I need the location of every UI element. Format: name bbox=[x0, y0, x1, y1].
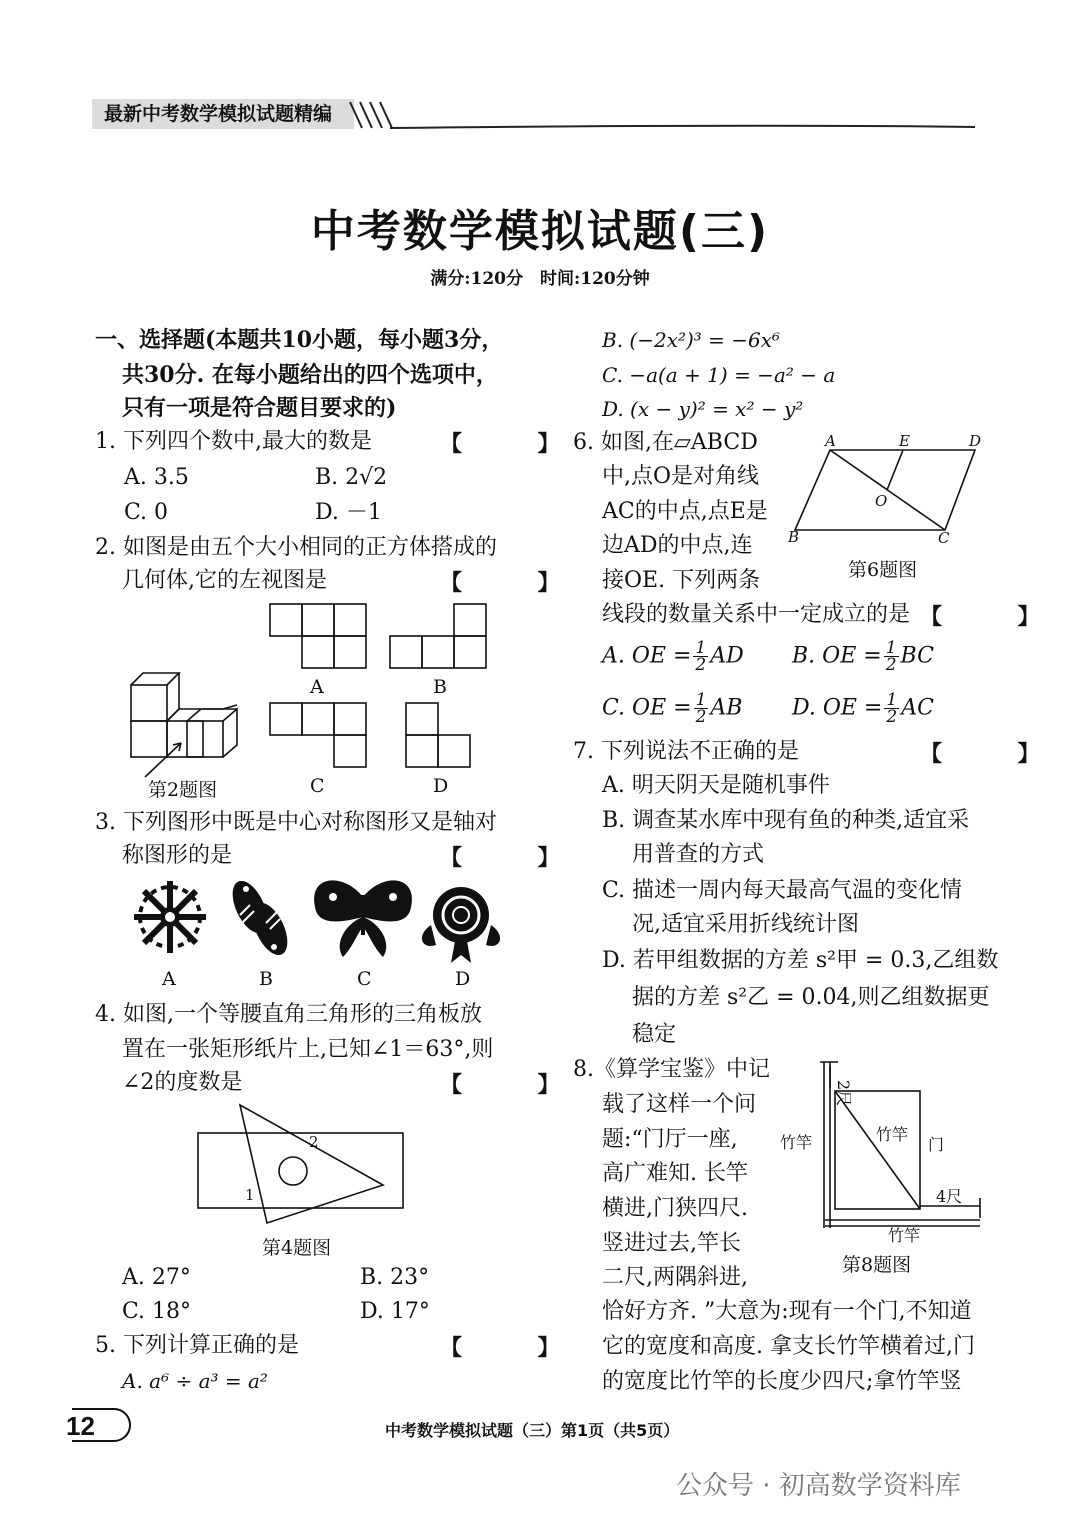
q8-line-6: 竖进过去,竿长 bbox=[602, 1231, 741, 1256]
page-number-badge bbox=[62, 1405, 134, 1445]
q1-option-b: B. 2√2 bbox=[315, 465, 388, 490]
q6-option-d: D. OE = $\frac{1}{2}$ AC bbox=[792, 690, 934, 727]
q8-label-diag-pole: 竹竿 bbox=[876, 1125, 909, 1144]
q8-door-figure bbox=[780, 1058, 990, 1245]
q5-option-b: B. (−2x²)³ = −6x⁶ bbox=[602, 328, 781, 352]
q4-answer-bracket[interactable]: 【 】 bbox=[440, 1072, 594, 1098]
q2-figure-caption: 第2题图 bbox=[148, 779, 218, 801]
q6-point-c: C bbox=[938, 529, 950, 547]
q8-line-10: 的宽度比竹竿的长度少四尺;拿竹竿竖 bbox=[602, 1369, 962, 1394]
q4-angle-1-label: 1 bbox=[245, 1186, 255, 1204]
series-tag: 最新中考数学模拟试题精编 bbox=[92, 99, 354, 129]
q1-answer-bracket[interactable]: 【 】 bbox=[440, 431, 594, 457]
section-heading-2: 共30分. 在每小题给出的四个选项中， bbox=[122, 362, 498, 388]
q4-stem-3: ∠2的度数是 bbox=[122, 1070, 243, 1095]
q6-line-2: 中,点O是对角线 bbox=[602, 464, 760, 489]
q6-line-5: 接OE. 下列两条 bbox=[602, 568, 761, 593]
footer-text: 中考数学模拟试题（三）第1页（共5页） bbox=[385, 1421, 680, 1440]
q6-line-1: 6. 如图,在▱ABCD bbox=[573, 430, 758, 455]
q8-line-2: 载了这样一个问 bbox=[602, 1092, 757, 1117]
q6-point-e: E bbox=[899, 432, 910, 450]
q8-line-4: 高广难知. 长竿 bbox=[602, 1161, 748, 1186]
page-number: 12 bbox=[66, 1411, 95, 1441]
q3-answer-bracket[interactable]: 【 】 bbox=[440, 845, 594, 871]
q2-label-d: D bbox=[433, 775, 449, 797]
q6-answer-bracket[interactable]: 【 】 bbox=[920, 604, 1074, 630]
q7-option-d-1: D. 若甲组数据的方差 s²甲 = 0.3,乙组数 bbox=[602, 948, 999, 973]
q4-triangle-figure bbox=[195, 1103, 410, 1228]
q3-label-a: A bbox=[162, 968, 176, 990]
q3-paper-cut-images bbox=[125, 875, 510, 965]
q8-label-left-pole: 竹竿 bbox=[780, 1133, 813, 1152]
q3-stem-1: 3. 下列图形中既是中心对称图形又是轴对 bbox=[95, 810, 497, 835]
q6-option-c: C. OE = $\frac{1}{2}$ AB bbox=[602, 690, 743, 727]
q2-answer-bracket[interactable]: 【 】 bbox=[440, 570, 594, 596]
q6-point-a: A bbox=[825, 432, 836, 450]
q8-line-9: 它的宽度和高度. 拿支长竹竿横着过,门 bbox=[602, 1334, 975, 1359]
q6-point-b: B bbox=[788, 528, 800, 546]
q7-answer-bracket[interactable]: 【 】 bbox=[920, 741, 1074, 767]
q4-stem-1: 4. 如图,一个等腰直角三角形的三角板放 bbox=[95, 1002, 482, 1027]
q1-option-c: C. 0 bbox=[124, 500, 169, 525]
q4-figure-caption: 第4题图 bbox=[262, 1237, 332, 1259]
q7-option-b-1: B. 调查某水库中现有鱼的种类,适宜采 bbox=[602, 808, 970, 833]
q3-label-d: D bbox=[455, 968, 471, 990]
q8-line-3: 题:“门厅一座, bbox=[602, 1127, 738, 1152]
q2-stem-2: 几何体,它的左视图是 bbox=[122, 568, 327, 593]
q4-angle-2-label: 2 bbox=[309, 1133, 319, 1151]
q6-line-3: AC的中点,点E是 bbox=[602, 499, 768, 524]
page-title: 中考数学模拟试题(三) bbox=[310, 206, 770, 257]
q4-option-c: C. 18° bbox=[122, 1299, 192, 1324]
q4-option-d: D. 17° bbox=[360, 1299, 430, 1324]
q1-option-d: D. －1 bbox=[315, 500, 382, 525]
q7-option-c-1: C. 描述一周内每天最高气温的变化情 bbox=[602, 878, 963, 903]
q2-cube-figure bbox=[125, 665, 255, 775]
q4-option-a: A. 27° bbox=[122, 1265, 191, 1290]
q5-answer-bracket[interactable]: 【 】 bbox=[440, 1335, 594, 1361]
section-heading-1: 一、选择题(本题共10小题，每小题3分， bbox=[95, 327, 504, 353]
q8-figure-caption: 第8题图 bbox=[842, 1254, 912, 1276]
q7-option-c-2: 况,适宜采用折线统计图 bbox=[632, 912, 859, 937]
q8-label-4chi: 4尺 bbox=[936, 1187, 963, 1206]
q3-label-c: C bbox=[357, 968, 372, 990]
q3-stem-2: 称图形的是 bbox=[122, 843, 233, 868]
q3-label-b: B bbox=[259, 968, 273, 990]
q7-option-a: A. 明天阴天是随机事件 bbox=[602, 773, 830, 798]
q6-line-4: 边AD的中点,连 bbox=[602, 533, 753, 558]
q6-option-a: A. OE = $\frac{1}{2}$ AD bbox=[602, 638, 744, 675]
q5-option-c: C. −a(a + 1) = −a² − a bbox=[602, 363, 836, 387]
q1-option-a: A. 3.5 bbox=[124, 465, 189, 490]
section-heading-3: 只有一项是符合题目要求的) bbox=[122, 395, 397, 421]
q2-label-a: A bbox=[310, 676, 324, 698]
q8-line-1: 8.《算学宝鉴》中记 bbox=[573, 1057, 770, 1082]
exam-info: 满分:120分 时间:120分钟 bbox=[430, 269, 650, 289]
q5-option-d: D. (x − y)² = x² − y² bbox=[602, 397, 804, 421]
q6-point-o: O bbox=[875, 492, 888, 510]
q8-label-bottom-pole: 竹竿 bbox=[888, 1226, 921, 1245]
q8-line-7: 二尺,两隅斜进, bbox=[602, 1265, 748, 1290]
watermark: 公众号 · 初高数学资料库 bbox=[676, 1471, 961, 1501]
q2-label-c: C bbox=[310, 775, 325, 797]
q2-option-views bbox=[265, 600, 505, 780]
q8-label-2chi: 2尺 bbox=[834, 1080, 853, 1107]
q6-figure-caption: 第6题图 bbox=[848, 559, 918, 581]
q6-parallelogram-figure bbox=[785, 430, 985, 550]
q8-line-5: 横进,门狭四尺. bbox=[602, 1196, 748, 1221]
q7-option-d-2: 据的方差 s²乙 = 0.04,则乙组数据更 bbox=[632, 985, 990, 1010]
q4-option-b: B. 23° bbox=[360, 1265, 430, 1290]
q6-line-6: 线段的数量关系中一定成立的是 bbox=[602, 602, 911, 627]
q8-label-door: 门 bbox=[928, 1135, 945, 1154]
q1-stem: 1. 下列四个数中,最大的数是 bbox=[95, 429, 372, 454]
q2-label-b: B bbox=[433, 676, 447, 698]
q6-point-d: D bbox=[969, 432, 982, 450]
header-rule bbox=[340, 100, 980, 140]
q7-option-b-2: 用普查的方式 bbox=[632, 842, 765, 867]
q8-line-8: 恰好方齐. ”大意为:现有一个门,不知道 bbox=[602, 1299, 972, 1324]
q7-stem: 7. 下列说法不正确的是 bbox=[573, 739, 799, 764]
q5-option-a: A. a⁶ ÷ a³ = a² bbox=[122, 1369, 268, 1393]
q2-stem-1: 2. 如图是由五个大小相同的正方体搭成的 bbox=[95, 535, 497, 560]
q7-option-d-3: 稳定 bbox=[632, 1022, 677, 1047]
q6-option-b: B. OE = $\frac{1}{2}$ BC bbox=[792, 638, 934, 675]
q5-stem: 5. 下列计算正确的是 bbox=[95, 1333, 299, 1358]
q4-stem-2: 置在一张矩形纸片上,已知∠1＝63°,则 bbox=[122, 1037, 494, 1062]
